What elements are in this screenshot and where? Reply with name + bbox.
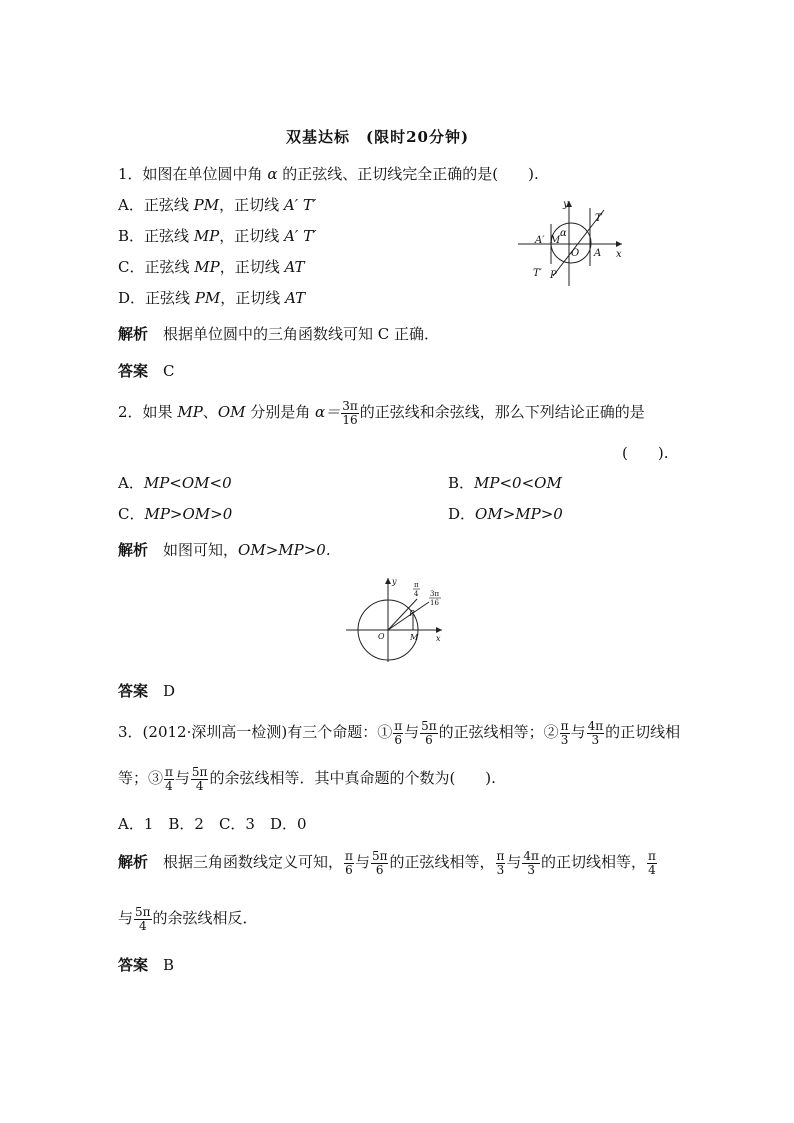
- q2-fig-pi4-num: π: [414, 581, 419, 589]
- q1-fig-T-label: T: [595, 213, 602, 224]
- q1-fig-A-label: A: [594, 248, 602, 259]
- q2-stem: 2．如果 MP、OM 分别是角 α＝ $\frac{3\pi}{16}$ 的正弦线和余弦线，那么下列结论正确的是: [118, 398, 645, 427]
- q3-analysis-line1: 解析 根据三角函数线定义可知， $\frac{\pi}{6}$ 与 $\frac{5\pi}{6}$ 的正弦线相等， $\frac{\pi}{3}$ 与 $\frac{4\pi}{3}$ 的正切线相等， $\frac{\pi}{4}$: [118, 848, 656, 877]
- q1-fig-Aprime-label: A′: [535, 235, 545, 246]
- q2-fig-angle-num: 3π: [430, 590, 440, 598]
- q2-unit-circle-figure: [346, 574, 450, 664]
- q1-option-d: D．正弦线 PM，正切线 AT: [118, 289, 306, 307]
- q1-number: 1．: [118, 165, 143, 183]
- q3-stem-line2: 等；③ $\frac{\pi}{4}$ 与 $\frac{5\pi}{4}$ 的余弦线相等．其中真命题的个数为( ).: [118, 764, 496, 793]
- q1-fig-O-label: O: [571, 248, 580, 259]
- q1-option-c: C．正弦线 MP，正切线 AT: [118, 258, 305, 276]
- q1-fig-x-label: x: [616, 249, 622, 260]
- q2-angle-fraction: $\frac{3\pi}{16}$: [342, 398, 358, 427]
- q1-fig-alpha-label: α: [560, 228, 567, 239]
- q1-unit-circle-figure: [518, 196, 628, 288]
- q2-fig-y-label: y: [392, 577, 397, 586]
- q2-option-b: B．MP<0<OM: [448, 474, 562, 492]
- q2-option-a: A．MP<OM<0: [118, 474, 232, 492]
- q1-fig-Tprime-label: T′: [533, 268, 542, 279]
- q3-options: A．1 B．2 C．3 D．0: [118, 815, 307, 833]
- q1-fig-P-label: P: [550, 270, 557, 281]
- section-title: 双基达标 (限时20分钟): [286, 128, 470, 146]
- q2-option-d: D．OM>MP>0: [448, 505, 563, 523]
- q2-option-c: C．MP>OM>0: [118, 505, 233, 523]
- q1-fig-y-label: y: [563, 199, 569, 210]
- q2-fig-pi4-den: 4: [414, 590, 419, 598]
- q3-answer: 答案 B: [118, 956, 175, 974]
- q1-analysis: 解析 根据单位圆中的三角函数线可知 C 正确．: [118, 325, 440, 343]
- q3-analysis-line2: 与 $\frac{5\pi}{4}$ 的余弦线相反．: [118, 904, 258, 933]
- q2-fig-angle-den: 16: [430, 599, 439, 607]
- q2-fig-P-label: P: [409, 609, 415, 618]
- q1-fig-M-label: M: [550, 235, 561, 246]
- q3-stem-line1: 3．(2012·深圳高一检测)有三个命题：① $\frac{\pi}{6}$ 与 $\frac{5\pi}{6}$ 的正弦线相等；② $\frac{\pi}{3}$ 与 $\frac{4\pi}{3}$ 的正切线相: [118, 718, 681, 747]
- q2-answer: 答案 D: [118, 682, 176, 700]
- q2-fig-M-label: M: [410, 633, 419, 642]
- q2-answer-paren: ( ).: [622, 444, 669, 462]
- q1-stem: 1．如图在单位圆中角 α 的正弦线、正切线完全正确的是( ).: [118, 165, 539, 183]
- q2-fig-O-label: O: [378, 632, 385, 641]
- q2-fig-x-label: x: [436, 634, 441, 643]
- q2-analysis: 解析 如图可知，OM>MP>0.: [118, 541, 331, 559]
- q1-answer: 答案 C: [118, 362, 175, 380]
- q1-option-a: A．正弦线 PM，正切线 A′ T′: [118, 196, 317, 214]
- q1-option-b: B．正弦线 MP，正切线 A′ T′: [118, 227, 317, 245]
